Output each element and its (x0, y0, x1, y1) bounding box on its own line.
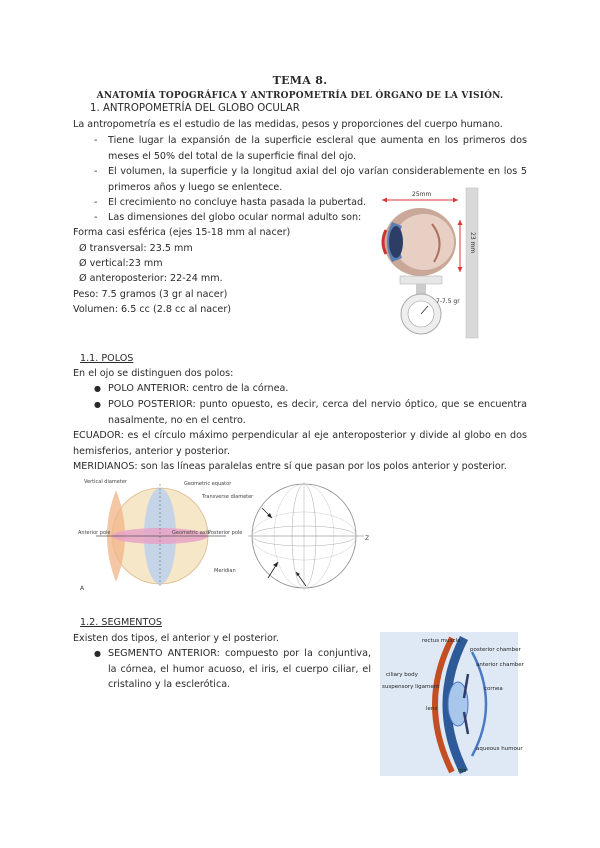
z-axis-label: Z (365, 535, 370, 542)
anterior-pole-label: Anterior pole (78, 530, 111, 536)
measure-vertical: Ø vertical:23 mm (79, 258, 163, 269)
posterior-pole-label: Posterior pole (208, 530, 243, 536)
dash-item: - Tiene lugar la expansión de la superficie escleral que aumenta en los primeros dos meses el 50% del total de la superficie final del ojo. (94, 135, 527, 162)
vertical-diameter-label: Vertical diameter (84, 479, 127, 485)
section-1-1-heading: 1.1. POLOS (80, 353, 134, 364)
dash-item: - El crecimiento no concluye hasta pasada la pubertad. (94, 197, 367, 208)
measure-volume: Volumen: 6.5 cc (2.8 cc al nacer) (73, 304, 232, 315)
height-label: 23 mm (469, 232, 476, 254)
anterior-chamber-label: anterior chamber (476, 662, 524, 668)
dash-item: - El volumen, la superficie y la longitud axial del ojo varían considerablemente en los 5 primeros años y luego se enlentece. (94, 166, 527, 193)
ecuador-text: ECUADOR: es el círculo máximo perpendicular al eje anteroposterior y divide al globo en dos hemisferios, anterior y posterior. (73, 430, 527, 457)
meridian-label: Meridian (214, 568, 236, 574)
panel-a-label: A (80, 585, 85, 592)
measure-transversal: Ø transversal: 23.5 mm (79, 243, 193, 254)
weight-label: 7-7.5 gr (436, 298, 460, 305)
page-subtitle: ANATOMÍA TOPOGRÁFICA Y ANTROPOMETRÍA DEL ÓRGANO DE LA VISIÓN. (96, 91, 504, 101)
rectus-muscle-label: rectus muscle (422, 638, 461, 644)
measure-shape: Forma casi esférica (ejes 15-18 mm al nacer) (73, 227, 291, 238)
measure-anteroposterior: Ø anteroposterior: 22-24 mm. (79, 273, 223, 284)
bullet-item: ● POLO POSTERIOR: punto opuesto, es decir, cerca del nervio óptico, que se encuentra nasalmente, no en el centro. (94, 399, 527, 426)
section-1-1-intro: En el ojo se distinguen dos polos: (73, 368, 234, 379)
width-label: 25mm (412, 191, 432, 198)
meridianos-text: MERIDIANOS: son las líneas paralelas entre sí que pasan por los polos anterior y posterior. (73, 461, 507, 472)
bullet-item: ● POLO ANTERIOR: centro de la córnea. (94, 383, 289, 394)
transverse-diameter-label: Transverse diameter (202, 494, 254, 500)
geometric-axis-label: Geometric axis (172, 530, 210, 536)
section-1-heading: 1. ANTROPOMETRÍA DEL GLOBO OCULAR (90, 103, 300, 114)
posterior-chamber-label: posterior chamber (470, 647, 521, 653)
meridians-diagram (244, 478, 372, 594)
geometric-equator-label: Geometric equator (184, 481, 232, 487)
cornea-label: cornea (484, 686, 503, 692)
iris-label: iris (458, 768, 467, 774)
measure-weight: Peso: 7.5 gramos (3 gr al nacer) (73, 289, 228, 300)
section-1-2-heading: 1.2. SEGMENTOS (80, 617, 162, 628)
anterior-segment-figure (380, 632, 524, 776)
lens-label: lens (426, 706, 438, 712)
ciliary-body-label: ciliary body (386, 672, 418, 678)
suspensory-ligament-label: suspensory ligament (382, 684, 440, 690)
aqueous-humour-label: aqueous humour (476, 746, 523, 752)
page-title: TEMA 8. (272, 74, 328, 87)
section-1-intro: La antropometría es el estudio de las medidas, pesos y proporciones del cuerpo humano. (73, 119, 503, 130)
poles-diagram (76, 476, 254, 592)
section-1-2-intro: Existen dos tipos, el anterior y el posterior. (73, 633, 279, 644)
eye-on-scale-figure (372, 184, 490, 342)
bullet-item: ● SEGMENTO ANTERIOR: compuesto por la conjuntiva, la córnea, el humor acuoso, el iris, el cuerpo ciliar, el cristalino y la esclerótica. (94, 648, 371, 690)
dash-item: - Las dimensiones del globo ocular normal adulto son: (94, 212, 362, 223)
